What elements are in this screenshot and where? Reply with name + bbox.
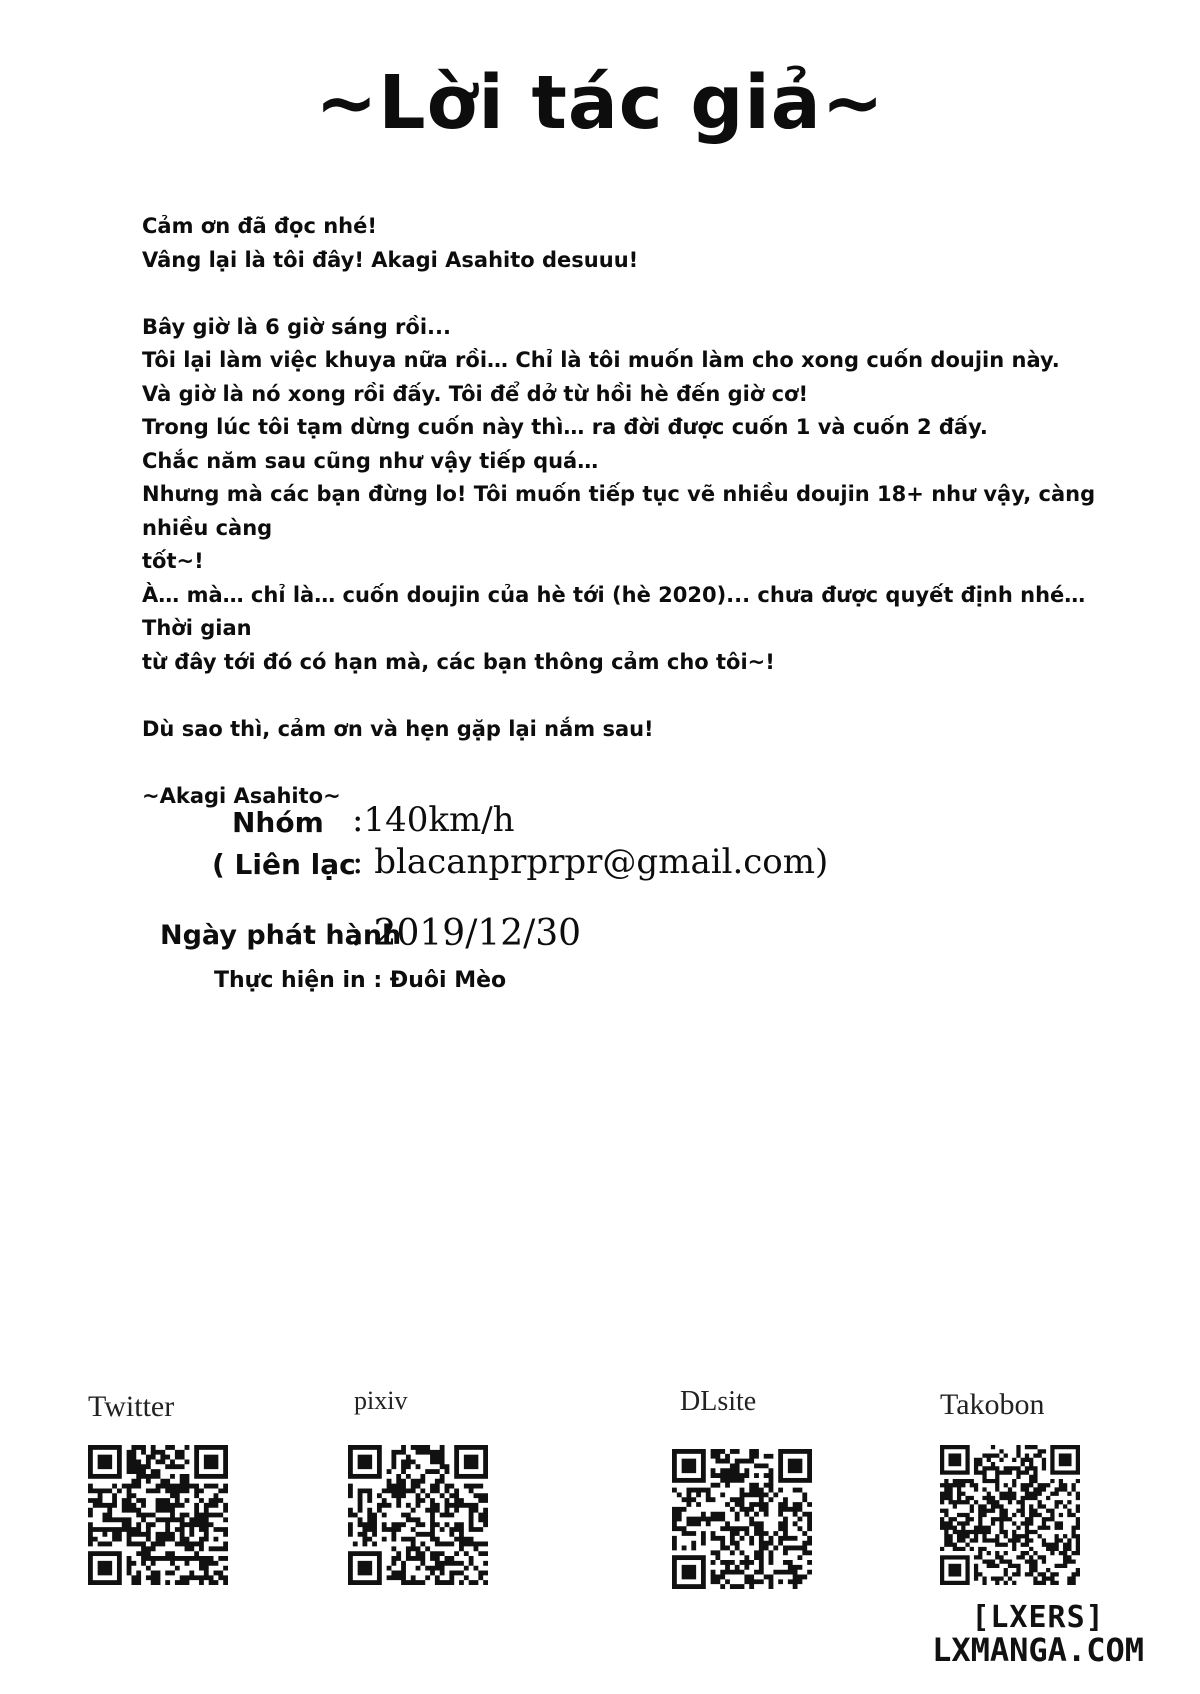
text-line: Cảm ơn đã đọc nhé! — [142, 214, 377, 238]
text-line: Bây giờ là 6 giờ sáng rồi... — [142, 314, 451, 339]
qr-twitter[interactable] — [88, 1445, 228, 1585]
release-value: : 2019/12/30 — [350, 913, 582, 954]
watermark — [932, 1600, 1144, 1669]
qr-label-twitter: Twitter — [88, 1390, 175, 1423]
qr-label-takobon: Takobon — [940, 1388, 1045, 1421]
text-line: Vâng lại là tôi đây! Akagi Asahito desuuu! — [142, 247, 639, 272]
qr-label-dlsite: DLsite — [680, 1386, 757, 1417]
paragraph-closing — [142, 713, 1102, 747]
qr-code-icon — [940, 1445, 1080, 1585]
qr-code-icon — [672, 1449, 812, 1589]
qr-dlsite[interactable] — [672, 1449, 812, 1589]
contact-row — [212, 848, 356, 881]
contact-label: ( Liên lạc — [212, 848, 356, 881]
qr-pixiv[interactable] — [348, 1445, 488, 1585]
qr-label-pixiv: pixiv — [354, 1386, 408, 1415]
qr-takobon[interactable] — [940, 1445, 1080, 1585]
qr-code-icon — [348, 1445, 488, 1585]
text-line: ~Akagi Asahito~ — [142, 783, 341, 808]
group-row — [232, 806, 324, 839]
print-label: Thực hiện in : Đuôi Mèo — [214, 968, 507, 993]
paragraph-story — [142, 311, 1102, 680]
watermark-line2: LXMANGA.COM — [932, 1631, 1144, 1669]
text-line: từ đây tới đó có hạn mà, các bạn thông cảm cho tôi~! — [142, 649, 775, 674]
paragraph-thanks — [142, 210, 1102, 277]
text-line: Trong lúc tôi tạm dừng cuốn này thì… ra đời được cuốn 1 và cuốn 2 đấy. — [142, 415, 988, 439]
text-line: À… mà… chỉ là… cuốn doujin của hè tới (hè 2020)... chưa được quyết định nhé… Thời gian — [142, 582, 1086, 640]
text-line: Chắc năm sau cũng như vậy tiếp quá… — [142, 448, 599, 473]
print-row — [214, 968, 506, 993]
contact-value: : blacanprprpr@gmail.com) — [352, 842, 829, 882]
contact-value-row — [352, 842, 828, 882]
text-line: Và giờ là nó xong rồi đấy. Tôi để dở từ hồi hè đến giờ cơ! — [142, 381, 809, 406]
text-line: Tôi lại làm việc khuya nữa rồi… Chỉ là tôi muốn làm cho xong cuốn doujin này. — [142, 348, 1060, 372]
watermark-line1: [LXERS] — [971, 1600, 1105, 1635]
qr-code-icon — [88, 1445, 228, 1585]
page-title: ~Lời tác giả~ — [315, 60, 885, 146]
group-value: :140km/h — [352, 800, 515, 840]
group-label: Nhóm — [232, 806, 324, 839]
text-line: tốt~! — [142, 549, 204, 573]
release-value-row — [350, 913, 581, 954]
text-line: Dù sao thì, cảm ơn và hẹn gặp lại nắm sau! — [142, 716, 654, 741]
author-message — [142, 210, 1102, 847]
text-line: Nhưng mà các bạn đừng lo! Tôi muốn tiếp tục vẽ nhiều doujin 18+ như vậy, càng nhiều càng — [142, 482, 1096, 540]
group-value-row — [352, 800, 515, 840]
release-label: Ngày phát hành — [160, 920, 402, 951]
